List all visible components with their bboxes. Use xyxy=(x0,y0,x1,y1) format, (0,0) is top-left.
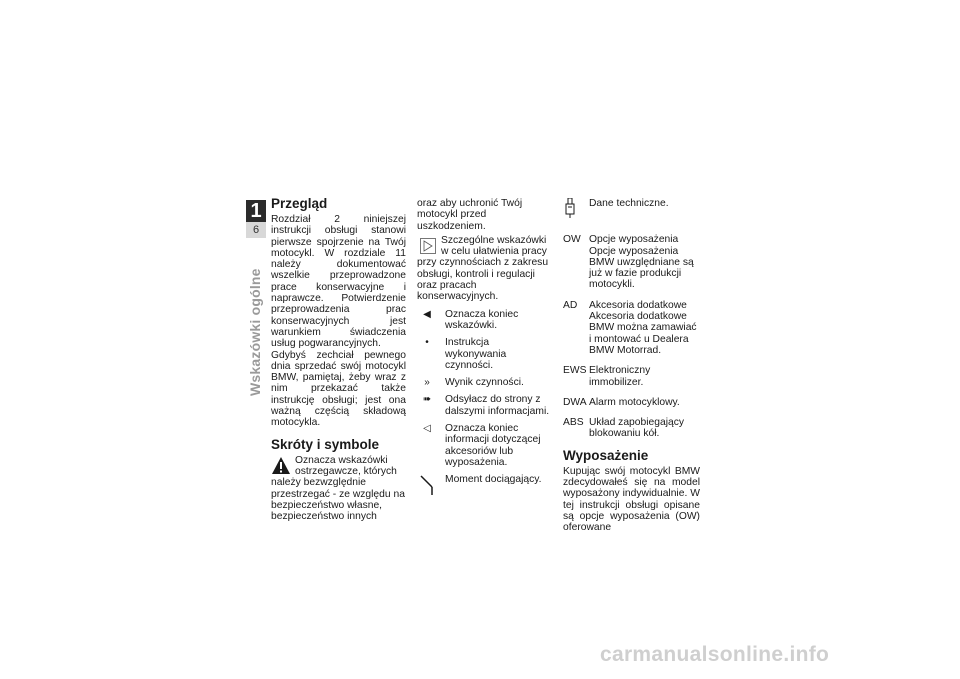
abbreviation-description: Alarm motocyklowy. xyxy=(589,396,680,408)
tip-arrow-icon xyxy=(420,238,436,254)
end-of-note-icon: ◀ xyxy=(423,308,431,320)
chapter-number: 1 xyxy=(246,200,266,222)
abbreviation-row xyxy=(563,234,700,290)
bullet-icon: • xyxy=(425,337,429,349)
abbreviation-row xyxy=(563,300,700,356)
abbreviation-label: DWA xyxy=(563,396,587,408)
abbreviation-row xyxy=(563,397,700,408)
end-of-accessory-note-icon: ◁ xyxy=(423,423,431,435)
warning-note xyxy=(271,455,406,523)
symbols-heading: Skróty i symbole xyxy=(271,436,380,452)
symbol-description: Odsyłacz do strony z dalszymi informacjami. xyxy=(445,394,550,417)
column-2 xyxy=(417,198,550,500)
tip-text: Szczególne wskazówki w celu ułatwienia pracy przy czynnościach z zakresu obsługi, kontroli i regulacji oraz pracach konserwacyjnych. xyxy=(417,234,549,303)
warning-triangle-icon xyxy=(271,456,291,476)
result-icon: » xyxy=(424,377,430,389)
symbol-description: Wynik czynności. xyxy=(445,377,524,389)
wrench-icon xyxy=(419,474,435,496)
symbol-row xyxy=(417,337,550,371)
column-3 xyxy=(563,198,700,534)
symbol-row xyxy=(417,309,550,332)
abbreviation-label: EWS xyxy=(563,365,587,377)
abbreviation-detail: Opcje wyposażenia BMW uwzględniane są już w fazie produkcji motocykli. xyxy=(589,245,694,291)
equipment-heading: Wyposażenie xyxy=(563,447,649,463)
abbreviation-row xyxy=(563,417,700,440)
abbreviation-detail: Akcesoria dodatkowe BMW można zamawiać i montować u Dealera BMW Motorrad. xyxy=(589,311,697,356)
abbreviation-row xyxy=(563,198,700,221)
overview-heading: Przegląd xyxy=(271,196,328,211)
tip-note xyxy=(417,235,550,303)
symbol-description: Oznacza koniec informacji dotyczącej akcesoriów lub wyposażenia. xyxy=(445,423,541,468)
abbreviation-description: Układ zapobiegający blokowaniu kół. xyxy=(589,417,685,440)
page-number: 6 xyxy=(246,222,266,238)
symbol-description: Instrukcja wykonywania czynności. xyxy=(445,337,507,371)
symbol-description: Oznacza koniec wskazówki. xyxy=(445,308,519,331)
symbol-description: Moment dociągający. xyxy=(445,474,542,486)
abbreviation-label: ABS xyxy=(563,417,584,429)
abbreviation-description: Akcesoria dodatkowe xyxy=(589,299,687,311)
warning-text-continued: oraz aby uchronić Twój motocykl przed uszkodzeniem. xyxy=(417,198,523,232)
abbreviation-label: AD xyxy=(563,299,578,311)
symbol-row xyxy=(417,394,550,417)
page-reference-icon: ➠ xyxy=(422,394,432,406)
watermark: carmanualsonline.info xyxy=(600,643,830,666)
equipment-text: Kupując swój motocykl BMW zdecydowałeś się na model wyposażony indywidualnie. W tej instrukcji obsługi opisane są opcje wyposażenia (OW) oferowane xyxy=(563,465,700,534)
column-1 xyxy=(271,196,406,522)
abbreviation-description: Dane techniczne. xyxy=(589,198,669,209)
technical-data-icon xyxy=(563,198,577,218)
symbol-row xyxy=(417,423,550,468)
symbol-row xyxy=(417,377,550,388)
overview-paragraph-1: Rozdział 2 niniejszej instrukcji obsługi stanowi pierwsze spojrzenie na Twój motocykl. W rozdziale 11 należy dokumentować wszelkie przeprowadzone prace konserwacyjne i naprawcze. Potwierdzenie przeprowadzenia prac konserwacyjnych jest warunkiem świadczenia usług pogwarancyjnych. xyxy=(271,214,406,350)
abbreviation-label: OW xyxy=(563,234,581,246)
abbreviation-description: Opcje wyposażenia xyxy=(589,234,679,246)
abbreviation-row xyxy=(563,365,700,388)
symbol-row xyxy=(417,474,550,499)
overview-paragraph-2: Gdybyś zechciał pewnego dnia sprzedać swój motocykl BMW, pamiętaj, żeby wraz z nim przekazać także instrukcję obsługi; jest ona ważną częścią składową motocykla. xyxy=(271,349,406,429)
section-title: Wskazówki ogólne xyxy=(247,268,263,396)
warning-text: Oznacza wskazówki ostrzegawcze, których należy bezwzględnie przestrzegać - ze względu na bezpieczeństwo własne, bezpieczeństwo innych xyxy=(271,454,405,523)
chapter-marker xyxy=(246,200,266,238)
abbreviation-description: Elektroniczny immobilizer. xyxy=(589,365,651,388)
